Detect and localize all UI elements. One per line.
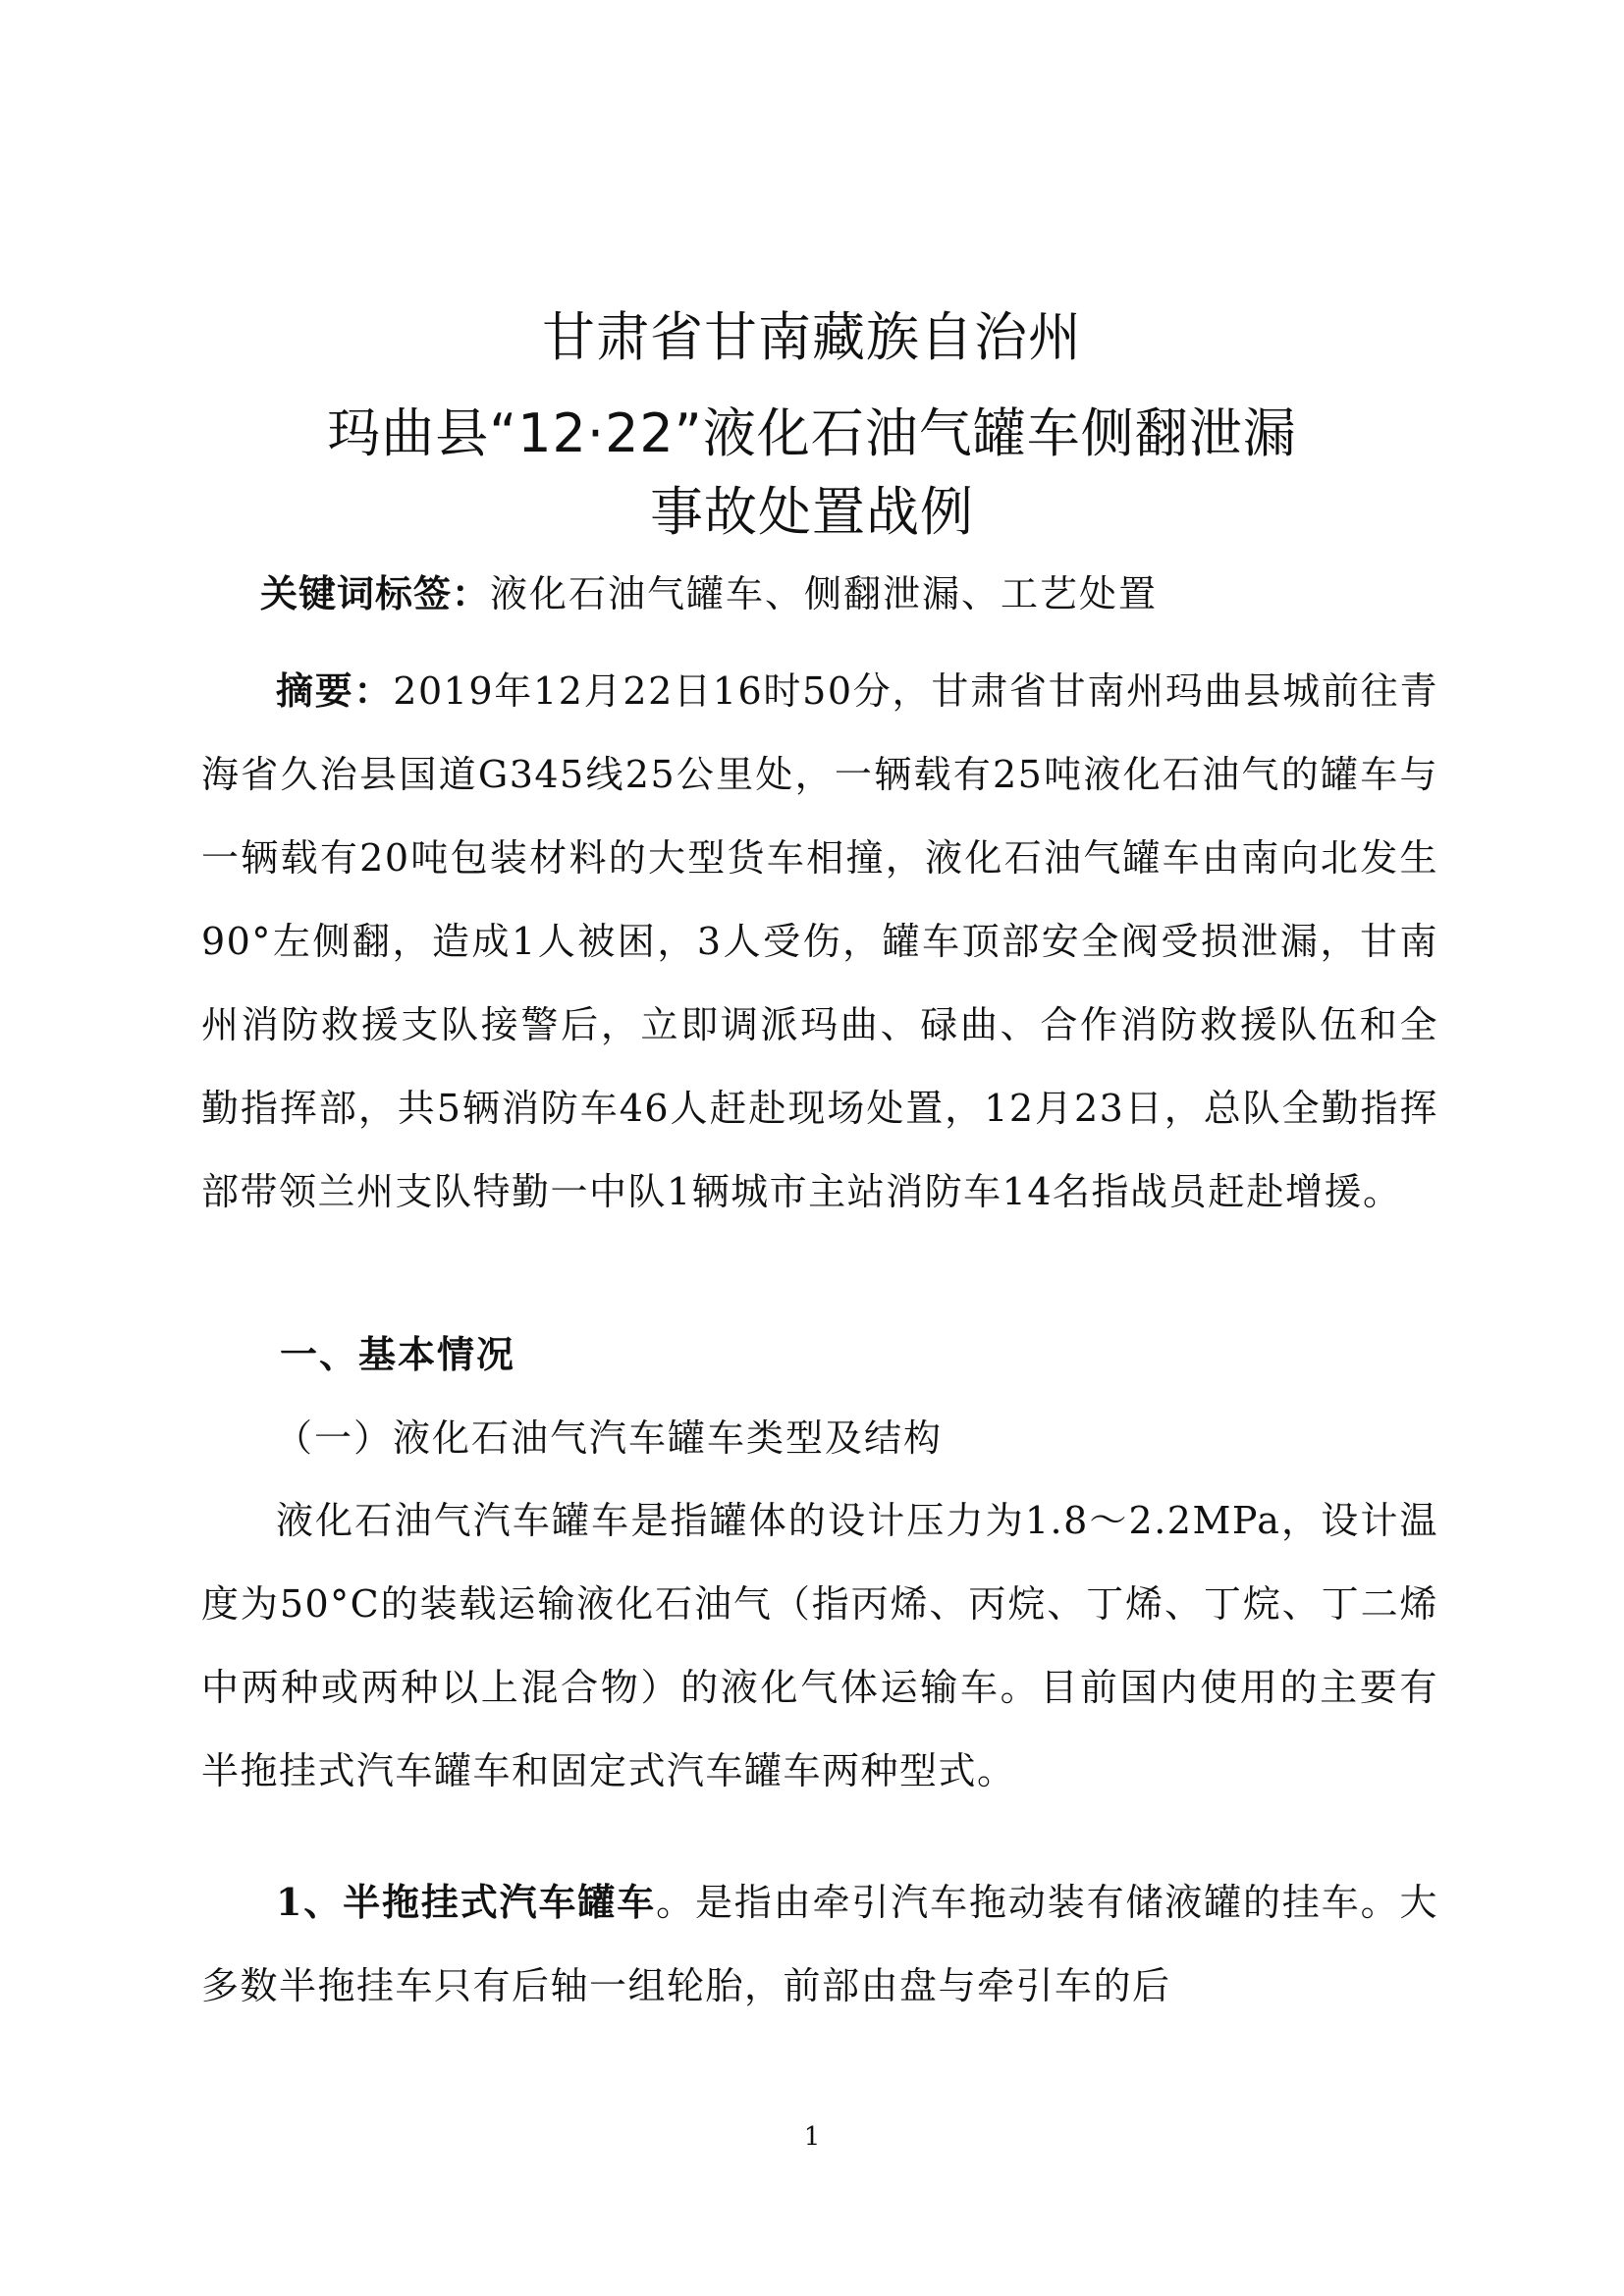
keywords-label: 关键词标签： xyxy=(260,572,491,615)
section-heading: 一、基本情况 xyxy=(280,1333,516,1376)
title-line-1: 甘肃省甘南藏族自治州 xyxy=(542,306,1082,368)
abstract-paragraph xyxy=(201,650,1438,1234)
keywords-line xyxy=(260,569,1488,618)
abstract-text: 2019年12月22日16时50分，甘肃省甘南州玛曲县城前往青海省久治县国道G345线25公里处，一辆载有25吨液化石油气的罐车与一辆载有20吨包装材料的大型货车相撞，液化石油气罐车由南向北发生90°左侧翻，造成1人被困，3人受伤，罐车顶部安全阀受损泄漏，甘南州消防救援支队接警后，立即调派玛曲、碌曲、合作消防救援队伍和全勤指挥部，共5辆消防车46人赶赴现场处置，12月23日，总队全勤指挥部带领兰州支队特勤一中队1辆城市主站消防车14名指战员赶赴增援。 xyxy=(201,669,1438,1213)
keywords-value: 液化石油气罐车、侧翻泄漏、工艺处置 xyxy=(490,572,1159,615)
page-number: 1 xyxy=(803,2122,821,2152)
title-line-2: 玛曲县“12·22”液化石油气罐车侧翻泄漏 xyxy=(327,402,1297,464)
subsection-heading: （一）液化石油气汽车罐车类型及结构 xyxy=(275,1416,944,1460)
item-lead: 1、半拖挂式汽车罐车 xyxy=(276,1880,657,1924)
abstract-label: 摘要： xyxy=(276,669,394,713)
item-paragraph xyxy=(201,1860,1438,2028)
title-line-3: 事故处置战例 xyxy=(650,481,974,543)
item-text: 。是指由牵引汽车拖动装有储液罐的挂车。大多数半拖挂车只有后轴一组轮胎，前部由盘与牵引车的后 xyxy=(201,1881,1438,2007)
body-paragraph: 液化石油气汽车罐车是指罐体的设计压力为1.8～2.2MPa，设计温度为50°C的装载运输液化石油气（指丙烯、丙烷、丁烯、丁烷、丁二烯中两种或两种以上混合物）的液化气体运输车。目前国内使用的主要有半拖挂式汽车罐车和固定式汽车罐车两种型式。 xyxy=(201,1499,1438,1792)
